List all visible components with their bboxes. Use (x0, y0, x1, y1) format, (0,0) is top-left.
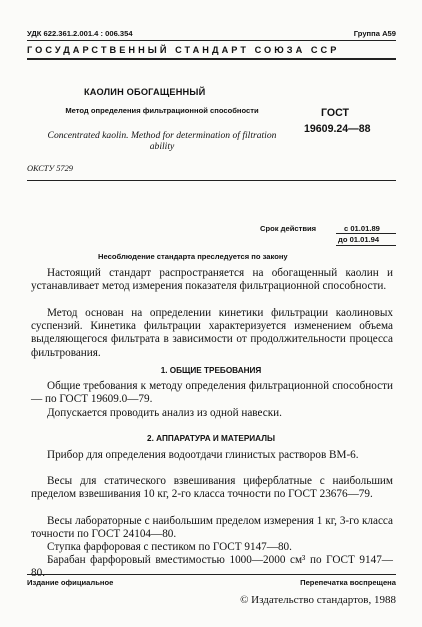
official-edition: Издание официальное (27, 578, 114, 587)
footer-divider (27, 574, 396, 575)
validity-from: с 01.01.89 (344, 224, 380, 233)
validity-to: до 01.01.94 (338, 235, 380, 244)
title-divider (27, 180, 396, 181)
copyright: © Издательство стандартов, 1988 (240, 594, 396, 606)
top-divider (27, 40, 396, 41)
okstu-code: ОКСТУ 5729 (27, 164, 73, 173)
standard-title: КАОЛИН ОБОГАЩЕННЫЙ (84, 87, 206, 97)
validity-underline (336, 233, 396, 234)
group-code: Группа А59 (353, 29, 396, 38)
section-paragraph: Прибор для определения водоотдачи глинистых растворов ВМ-6. (47, 449, 359, 461)
section-paragraph: Ступка фарфоровая с пестиком по ГОСТ 9147—80. (47, 541, 292, 553)
section-heading: 2. АППАРАТУРА И МАТЕРИАЛЫ (147, 434, 275, 443)
udk-code: УДК 622.361.2.001.4 : 006.354 (27, 29, 133, 38)
header-divider-thick (27, 58, 396, 60)
section-paragraph: Весы для статического взвешивания циферблатные с наибольшим пределом взвешивания 10 кг, 2-го класса точности по ГОСТ 23676—79. (31, 475, 393, 501)
law-notice: Несоблюдение стандарта преследуется по закону (98, 252, 288, 261)
section-paragraph: Допускается проводить анализ из одной навески. (47, 407, 282, 419)
intro-paragraph: Настоящий стандарт распространяется на обогащенный каолин и устанавливает метод измерения показателя фильтрационной способности. (31, 267, 393, 293)
gost-number: 19609.24—88 (304, 123, 371, 135)
state-standard-title: ГОСУДАРСТВЕННЫЙ СТАНДАРТ СОЮЗА ССР (27, 45, 340, 55)
gost-label: ГОСТ (321, 107, 349, 119)
subtitle-russian: Метод определения фильтрационной способности (65, 106, 259, 115)
reprint-notice: Перепечатка воспрещена (300, 578, 396, 587)
section-paragraph: Барабан фарфоровый вместимостью 1000—2000 см³ по ГОСТ 9147— (47, 554, 393, 566)
section-heading: 1. ОБЩИЕ ТРЕБОВАНИЯ (160, 366, 262, 375)
intro-paragraph: Метод основан на определении кинетики фильтрации каолиновых суспензий. Кинетика фильтрации характеризуется изменением объема выделяющегося фильтрата в зависимости от продолжительности процесса фильтрования. (31, 307, 393, 359)
validity-underline-2 (336, 245, 396, 246)
subtitle-english: Concentrated kaolin. Method for determination of filtration ability (47, 130, 277, 152)
section-paragraph: Общие требования к методу определения фильтрационной способности — по ГОСТ 19609.0—79. (31, 380, 393, 406)
validity-label: Срок действия (260, 224, 317, 233)
section-paragraph: Весы лабораторные с наибольшим пределом измерения 1 кг, 3-го класса точности по ГОСТ 24104—80. (31, 515, 393, 541)
